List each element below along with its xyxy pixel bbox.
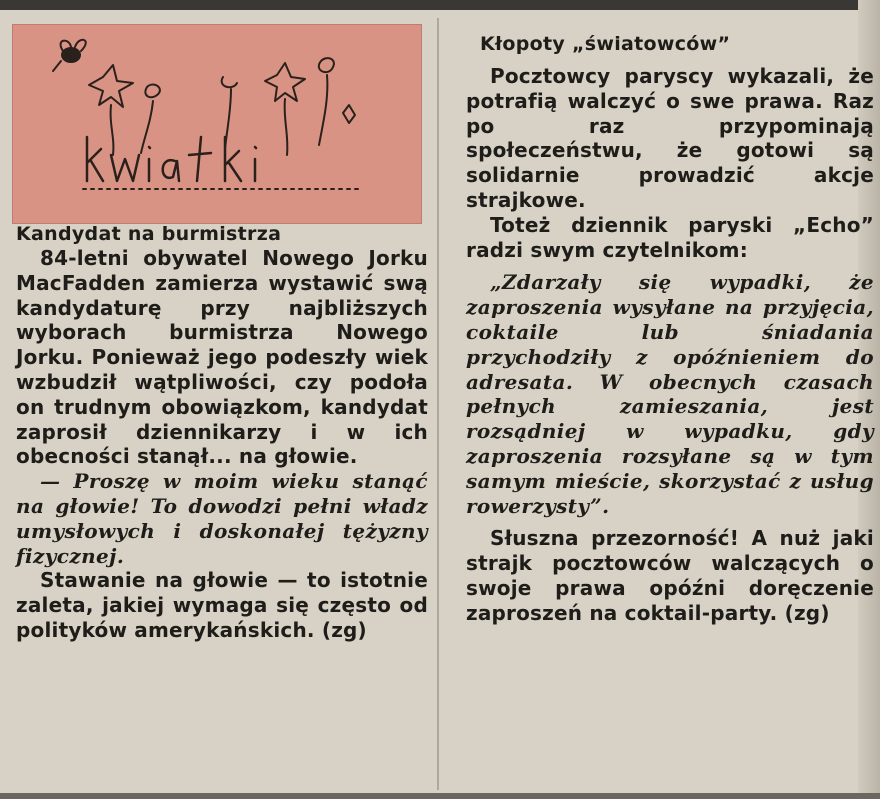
bottom-border — [0, 793, 880, 799]
article-quote: — Proszę w moim wieku stanąć na głowie! To dowodzi pełni władz umysłowych i doskonałej tężyzny fizycznej. — [16, 469, 428, 568]
article-paragraph: Pocztowcy paryscy wykazali, że potrafią walczyć o swe prawa. Raz po raz przypominają społeczeństwu, że gotowi są solidarnie prowadzić akcje strajkowe. — [466, 64, 874, 212]
article-headline: Kłopoty „światowców” — [480, 33, 731, 55]
right-article — [466, 32, 874, 626]
column-divider — [437, 18, 439, 790]
flowers-illustration-icon — [13, 25, 421, 223]
top-border — [0, 0, 880, 10]
article-paragraph: Stawanie na głowie — to istotnie zaleta, jakiej wymaga się często od polityków amerykańskich. (zg) — [16, 568, 428, 642]
kwiatki-vignette — [12, 24, 422, 224]
article-paragraph: Słuszna przezorność! A nuż jaki strajk pocztowców walczących o swoje prawa opóźni doręczenie zaproszeń na coktail-party. (zg) — [466, 526, 874, 625]
left-article — [16, 222, 428, 643]
article-paragraph: 84-letni obywatel Nowego Jorku MacFadden zamierza wystawić swą kandydaturę przy najbliższych wyborach burmistrza Nowego Jorku. Ponieważ jego podeszły wiek wzbudził wątpliwości, czy podoła on trudnym obowiązkom, kandydat zaprosił dziennikarzy i w ich obecności stanął... na głowie. — [16, 246, 428, 469]
article-paragraph: Toteż dziennik paryski „Echo” radzi swym czytelnikom: — [466, 212, 874, 262]
article-headline: Kandydat na burmistrza — [16, 223, 282, 245]
article-quote: „Zdarzały się wypadki, że zaproszenia wysyłane na przyjęcia, coktaile lub śniadania przychodziły z opóźnieniem do adresata. W obecnych czasach pełnych zamieszania, jest rozsądniej w wypadku, gdy zaproszenia rozsyłane są w tym samym mieście, skorzystać z usług rowerzysty”. — [466, 270, 874, 518]
